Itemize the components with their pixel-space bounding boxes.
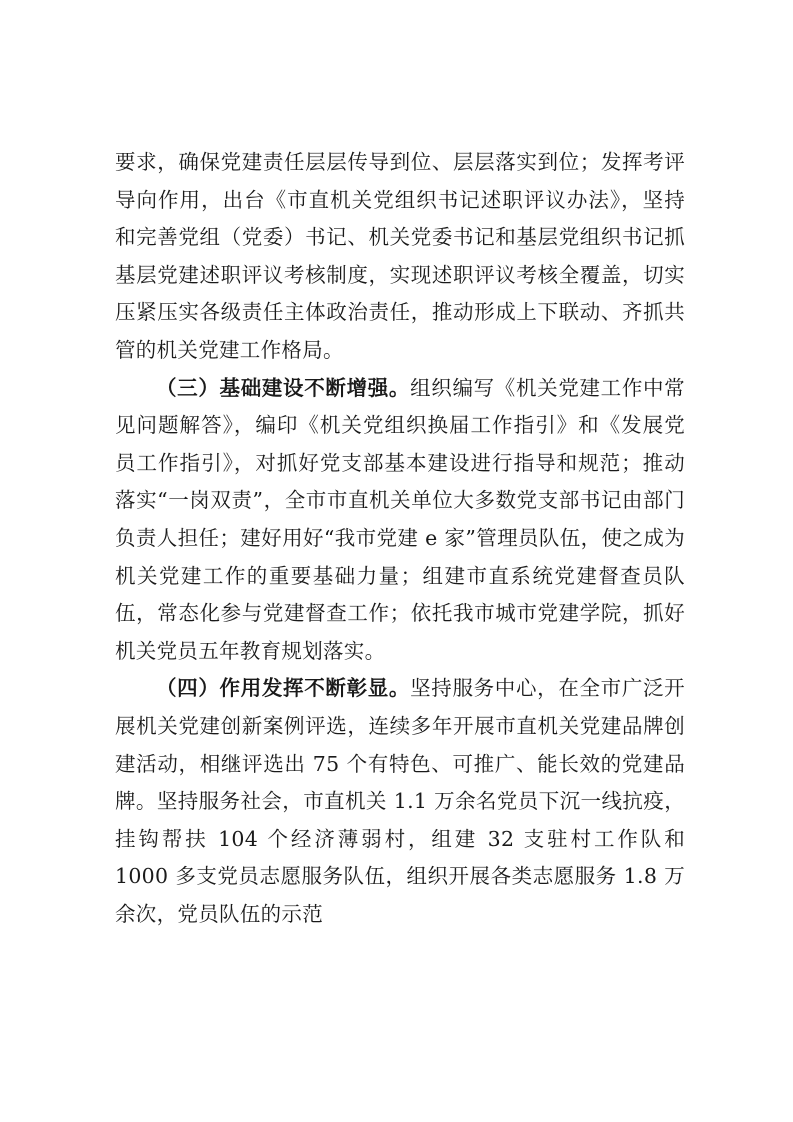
paragraph-1: [115, 144, 685, 370]
paragraph-3: [115, 670, 685, 933]
section-heading-3: （三）基础建设不断增强。: [156, 375, 411, 400]
paragraph-1-body: 要求，确保党建责任层层传导到位、层层落实到位；发挥考评导向作用，出台《市直机关党组织书记述职评议办法》，坚持和完善党组（党委）书记、机关党委书记和基层党组织书记抓基层党建述职评议考核制度，实现述职评议考核全覆盖，切实压紧压实各级责任主体政治责任，推动形成上下联动、齐抓共管的机关党建工作格局。: [115, 150, 685, 362]
section-heading-4: （四）作用发挥不断彰显。: [156, 676, 411, 701]
paragraph-3-body: 坚持服务中心，在全市广泛开展机关党建创新案例评选，连续多年开展市直机关党建品牌创建活动，相继评选出 75 个有特色、可推广、能长效的党建品牌。坚持服务社会，市直机关 1.1 万余名党员下沉一线抗疫，挂钩帮扶 104 个经济薄弱村，组建 32 支驻村工作队和 1000 多支党员志愿服务队伍，组织开展各类志愿服务 1.8 万余次，党员队伍的示范: [115, 676, 685, 926]
paragraph-2-body: 组织编写《机关党建工作中常见问题解答》，编印《机关党组织换届工作指引》和《发展党员工作指引》，对抓好党支部基本建设进行指导和规范；推动落实“一岗双责”，全市市直机关单位大多数党支部书记由部门负责人担任；建好用好“我市党建 e 家”管理员队伍，使之成为机关党建工作的重要基础力量；组建市直系统党建督查员队伍，常态化参与党建督查工作；依托我市城市党建学院，抓好机关党员五年教育规划落实。: [115, 375, 685, 663]
paragraph-2: [115, 370, 685, 671]
document-body: [115, 144, 685, 933]
